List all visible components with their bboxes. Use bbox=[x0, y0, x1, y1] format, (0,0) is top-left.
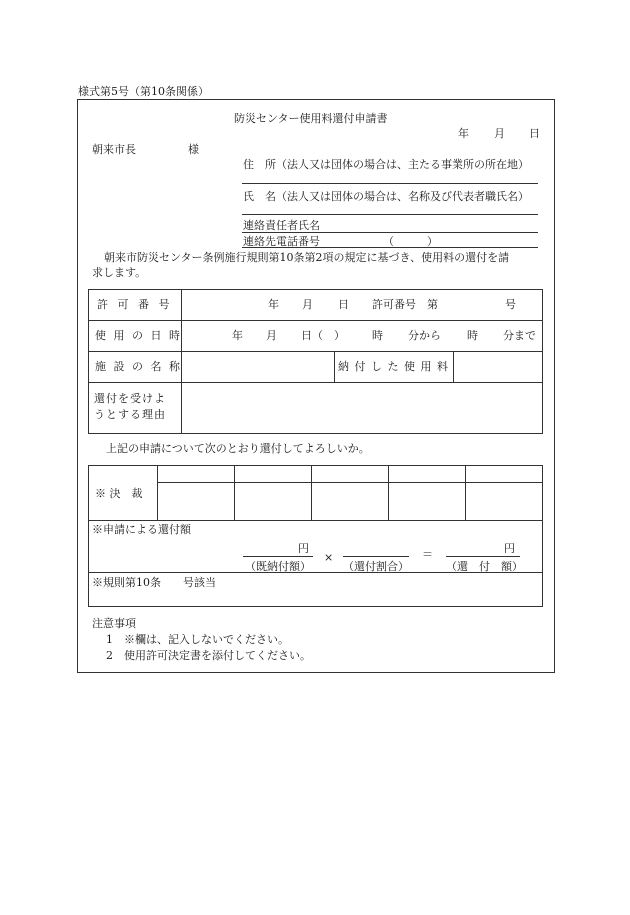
refund-amount-caption: （還 付 額） bbox=[446, 560, 523, 573]
refund-yen-1: 円 bbox=[298, 542, 309, 555]
reason-label-line-1: 還付を受けよ bbox=[94, 392, 166, 405]
name-label: 氏 名（法人又は団体の場合は、名称及び代表者職氏名） bbox=[243, 190, 529, 203]
notes-heading: 注意事項 bbox=[92, 617, 136, 630]
reason-label-line-2: うとする理由 bbox=[94, 408, 166, 421]
notes-item-1: 1 ※欄は、記入しないでください。 bbox=[106, 633, 289, 646]
rule-line: ※規則第10条 号該当 bbox=[92, 576, 216, 589]
contact-person-label: 連絡責任者氏名 bbox=[243, 219, 320, 232]
refund-rate-caption: （還付割合） bbox=[343, 560, 409, 573]
decision-intro: 上記の申請について次のとおり還付してよろしいか。 bbox=[106, 442, 370, 455]
phone-label: 連絡先電話番号 bbox=[243, 235, 320, 248]
addressee-honorific: 様 bbox=[188, 143, 199, 156]
usage-month: 月 bbox=[266, 329, 277, 342]
date-month: 月 bbox=[494, 127, 505, 140]
paid-amount-caption: （既納付額） bbox=[245, 560, 311, 573]
usage-day: 日（ ） bbox=[301, 329, 345, 342]
usage-from: 分から bbox=[408, 329, 441, 342]
phone-field[interactable] bbox=[242, 247, 538, 248]
intro-line-2: 求します。 bbox=[92, 266, 147, 279]
usage-label: 使 用 の 日 時 bbox=[95, 329, 182, 342]
usage-to: 分まで bbox=[503, 329, 536, 342]
permit-month: 月 bbox=[302, 298, 313, 311]
permit-label: 許 可 番 号 bbox=[97, 298, 173, 311]
facility-label: 施 設 の 名 称 bbox=[95, 360, 182, 373]
permit-no-suffix: 号 bbox=[505, 298, 516, 311]
usage-hour-start: 時 bbox=[372, 329, 383, 342]
form-label: 様式第5号（第10条関係） bbox=[78, 85, 209, 98]
decision-label: ※ 決 裁 bbox=[95, 487, 143, 500]
fee-paid-label: 納 付 し た 使 用 料 bbox=[338, 360, 449, 373]
date-year: 年 bbox=[458, 127, 469, 140]
intro-line-1: 朝来市防災センター条例施行規則第10条第2項の規定に基づき、使用料の還付を請 bbox=[104, 251, 510, 264]
addressee-name: 朝来市長 bbox=[92, 143, 136, 156]
refund-label: ※申請による還付額 bbox=[92, 523, 191, 536]
refund-yen-2: 円 bbox=[504, 542, 515, 555]
usage-year: 年 bbox=[232, 329, 243, 342]
usage-hour-end: 時 bbox=[467, 329, 478, 342]
permit-day: 日 bbox=[338, 298, 349, 311]
times-symbol: × bbox=[324, 551, 334, 564]
refund-rate-field[interactable] bbox=[343, 556, 409, 557]
phone-parens: （ ） bbox=[383, 235, 438, 248]
contact-person-field[interactable] bbox=[242, 232, 538, 233]
address-label: 住 所（法人又は団体の場合は、主たる事業所の所在地） bbox=[243, 158, 529, 171]
equals-symbol: ＝ bbox=[422, 548, 433, 561]
refund-amount-field[interactable] bbox=[446, 556, 520, 557]
permit-year: 年 bbox=[268, 298, 279, 311]
address-field[interactable] bbox=[242, 183, 538, 184]
permit-no-label: 許可番号 第 bbox=[372, 298, 438, 311]
name-field[interactable] bbox=[242, 214, 538, 215]
notes-item-2: 2 使用許可決定書を添付してください。 bbox=[106, 649, 311, 662]
paid-amount-field[interactable] bbox=[243, 556, 313, 557]
date-day: 日 bbox=[529, 127, 540, 140]
form-title: 防災センター使用料還付申請書 bbox=[234, 112, 388, 125]
